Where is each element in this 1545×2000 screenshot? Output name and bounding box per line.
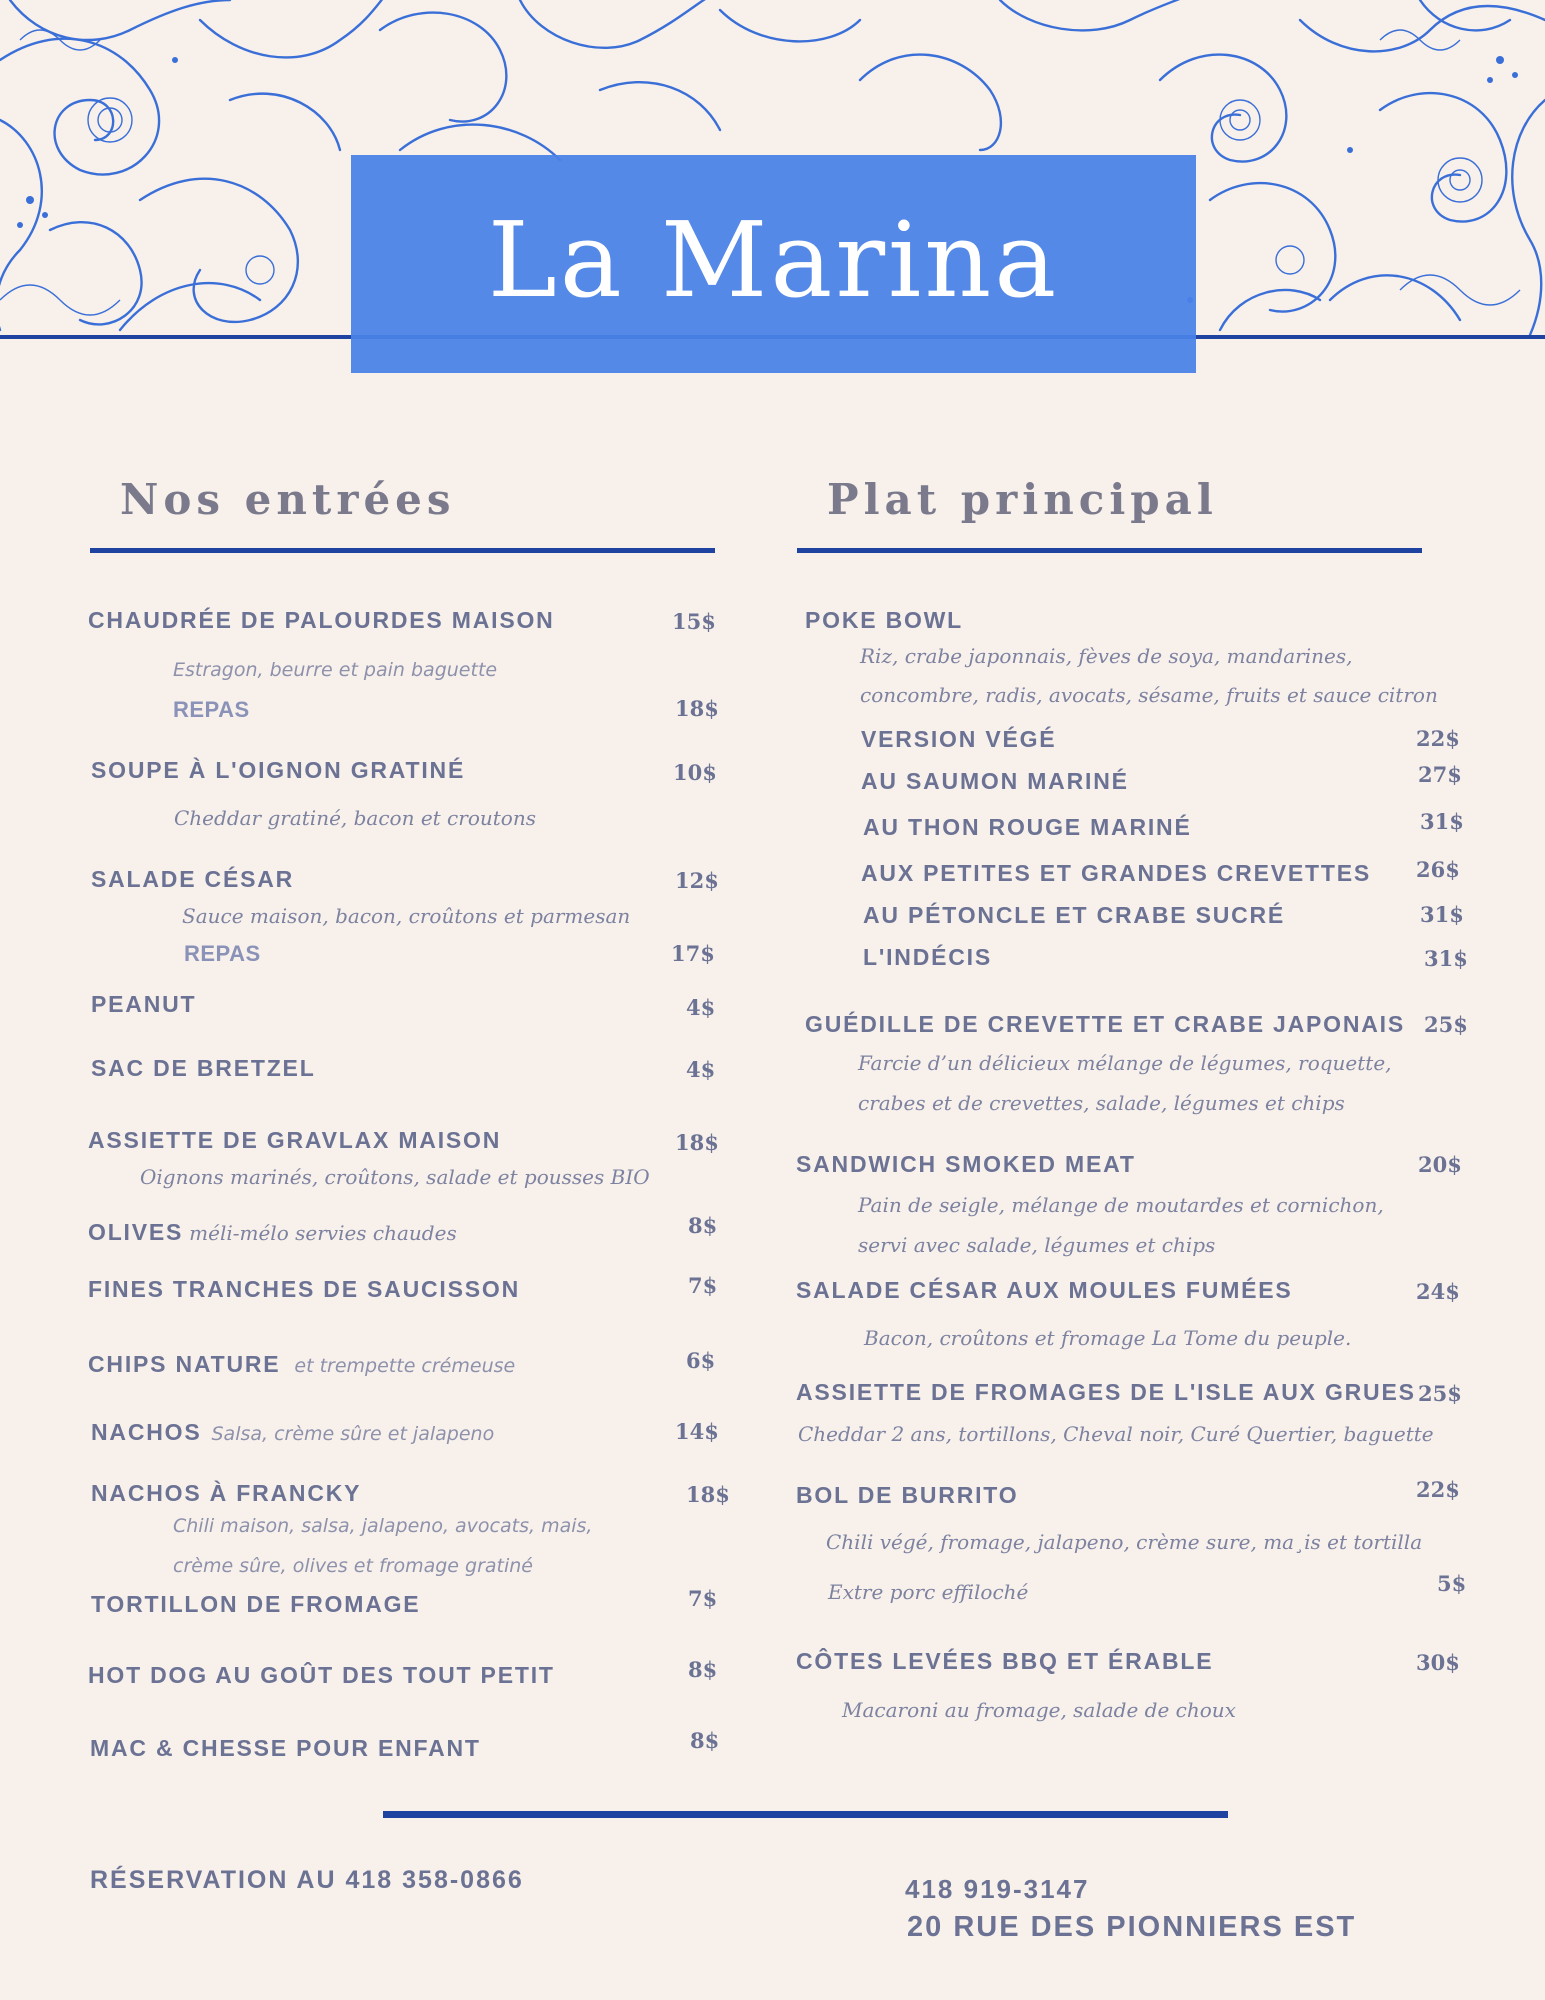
menu-item-name: SALADE CÉSAR xyxy=(91,866,295,892)
restaurant-title: La Marina xyxy=(487,199,1060,321)
menu-item-price: 27$ xyxy=(1418,762,1462,787)
menu-item-name: GUÉDILLE DE CREVETTE ET CRABE JAPONAIS xyxy=(805,1011,1406,1037)
menu-item-price: 22$ xyxy=(1416,726,1460,751)
menu-item-name: SALADE CÉSAR AUX MOULES FUMÉES xyxy=(796,1277,1293,1303)
menu-item-price: 8$ xyxy=(690,1728,720,1753)
menu-item-price: 18$ xyxy=(675,1130,719,1155)
menu-item-price: 31$ xyxy=(1420,902,1464,927)
menu-item-price: 7$ xyxy=(688,1273,718,1298)
footer-divider xyxy=(383,1811,1228,1818)
menu-item-name: CHAUDRÉE DE PALOURDES MAISON xyxy=(88,607,555,633)
main-heading: Plat principal xyxy=(827,475,1218,524)
menu-item-description: Chili végé, fromage, jalapeno, crème sure, ma¸is et tortilla xyxy=(826,1530,1423,1554)
menu-item-price: 31$ xyxy=(1424,946,1468,971)
menu-item-price: 14$ xyxy=(675,1419,719,1444)
menu-item-option: REPAS xyxy=(184,941,261,966)
reservation-text: RÉSERVATION AU 418 358-0866 xyxy=(90,1866,524,1894)
menu-item-price: 8$ xyxy=(688,1213,718,1238)
menu-item-price: 4$ xyxy=(686,1057,716,1082)
menu-item-price: 4$ xyxy=(686,995,716,1020)
menu-item-option: AUX PETITES ET GRANDES CREVETTES xyxy=(861,860,1371,886)
menu-item-price: 8$ xyxy=(688,1657,718,1682)
menu-item-price: 18$ xyxy=(686,1482,730,1507)
menu-item-label: CHIPS NATURE xyxy=(88,1351,281,1377)
entrees-heading: Nos entrées xyxy=(120,475,456,524)
menu-item-description: Estragon, beurre et pain baguette xyxy=(173,659,498,681)
menu-item-price: 30$ xyxy=(1416,1650,1460,1675)
menu-item-description: méli-mélo servies chaudes xyxy=(189,1221,457,1245)
menu-item-price: 6$ xyxy=(686,1348,716,1373)
menu-item-label: NACHOS xyxy=(91,1419,202,1445)
menu-item-price: 18$ xyxy=(675,696,719,721)
menu-item-description: Salsa, crème sûre et jalapeno xyxy=(211,1423,495,1445)
menu-item-price: 15$ xyxy=(672,609,716,634)
menu-item-description: Riz, crabe japonnais, fèves de soya, mandarines, xyxy=(860,644,1353,668)
menu-item-description: Cheddar 2 ans, tortillons, Cheval noir, Curé Quertier, baguette xyxy=(798,1422,1434,1446)
menu-item-name: TORTILLON DE FROMAGE xyxy=(91,1591,421,1617)
menu-item-option: AU SAUMON MARINÉ xyxy=(861,768,1129,794)
menu-item-description: et trempette crémeuse xyxy=(294,1355,516,1377)
menu-item-description: crabes et de crevettes, salade, légumes et chips xyxy=(858,1091,1345,1115)
address: 20 RUE DES PIONNIERS EST xyxy=(907,1911,1357,1943)
menu-item-description: servi avec salade, légumes et chips xyxy=(858,1233,1216,1257)
menu-item-price: 24$ xyxy=(1416,1279,1460,1304)
menu-item-description: crème sûre, olives et fromage gratiné xyxy=(173,1555,533,1577)
menu-item-name xyxy=(88,1219,457,1246)
menu-item-option: REPAS xyxy=(173,697,250,722)
menu-item-name: CÔTES LEVÉES BBQ ET ÉRABLE xyxy=(796,1648,1214,1674)
menu-item-price: 5$ xyxy=(1437,1571,1467,1596)
menu-item-description: Cheddar gratiné, bacon et croutons xyxy=(174,806,536,830)
menu-item-price: 26$ xyxy=(1416,857,1460,882)
menu-item-description: Farcie d’un délicieux mélange de légumes, roquette, xyxy=(858,1051,1392,1075)
phone-number: 418 919-3147 xyxy=(905,1874,1090,1904)
menu-item-name: ASSIETTE DE GRAVLAX MAISON xyxy=(88,1127,502,1153)
menu-item-price: 31$ xyxy=(1420,809,1464,834)
menu-item-name: SAC DE BRETZEL xyxy=(91,1055,316,1081)
menu-item-price: 7$ xyxy=(688,1586,718,1611)
menu-item-option: L'INDÉCIS xyxy=(863,944,993,970)
menu-item-description: Oignons marinés, croûtons, salade et pousses BIO xyxy=(140,1165,650,1189)
menu-item-label: OLIVES xyxy=(88,1219,184,1245)
menu-item-extra: Extre porc effiloché xyxy=(828,1580,1029,1604)
menu-item-name: SOUPE À L'OIGNON GRATINÉ xyxy=(91,757,466,783)
menu-item-name xyxy=(91,1419,494,1446)
menu-item-option: VERSION VÉGÉ xyxy=(861,726,1057,752)
menu-item-price: 10$ xyxy=(673,760,717,785)
menu-item-description: Macaroni au fromage, salade de choux xyxy=(842,1698,1236,1722)
menu-item-option: AU PÉTONCLE ET CRABE SUCRÉ xyxy=(863,902,1286,928)
menu-item-description: concombre, radis, avocats, sésame, fruits et sauce citron xyxy=(860,683,1438,707)
menu-item-price: 25$ xyxy=(1424,1012,1468,1037)
menu-item-description: Bacon, croûtons et fromage La Tome du peuple. xyxy=(864,1326,1352,1350)
title-box xyxy=(351,155,1196,373)
menu-item-price: 25$ xyxy=(1418,1381,1462,1406)
menu-item-name: BOL DE BURRITO xyxy=(796,1482,1019,1508)
menu-item-description: Sauce maison, bacon, croûtons et parmesan xyxy=(182,904,631,928)
menu-item-name: PEANUT xyxy=(91,991,197,1017)
menu-item-name: NACHOS À FRANCKY xyxy=(91,1480,362,1506)
menu-item-price: 17$ xyxy=(671,941,715,966)
menu-item-name: HOT DOG AU GOÛT DES TOUT PETIT xyxy=(88,1662,555,1688)
menu-item-price: 12$ xyxy=(675,868,719,893)
menu-item-price: 20$ xyxy=(1418,1152,1462,1177)
menu-item-description: Pain de seigle, mélange de moutardes et cornichon, xyxy=(858,1193,1384,1217)
main-divider xyxy=(797,548,1422,553)
menu-item-price: 22$ xyxy=(1416,1477,1460,1502)
menu-item-description: Chili maison, salsa, jalapeno, avocats, mais, xyxy=(173,1515,593,1537)
menu-item-name: ASSIETTE DE FROMAGES DE L'ISLE AUX GRUES xyxy=(796,1379,1416,1405)
menu-item-name: MAC & CHESSE POUR ENFANT xyxy=(90,1735,481,1761)
menu-item-option: AU THON ROUGE MARINÉ xyxy=(863,814,1192,840)
menu-item-name: SANDWICH SMOKED MEAT xyxy=(796,1151,1136,1177)
menu-item-name xyxy=(88,1351,515,1378)
menu-item-name: FINES TRANCHES DE SAUCISSON xyxy=(88,1276,520,1302)
menu-item-name: POKE BOWL xyxy=(805,607,964,633)
entrees-divider xyxy=(90,548,715,553)
